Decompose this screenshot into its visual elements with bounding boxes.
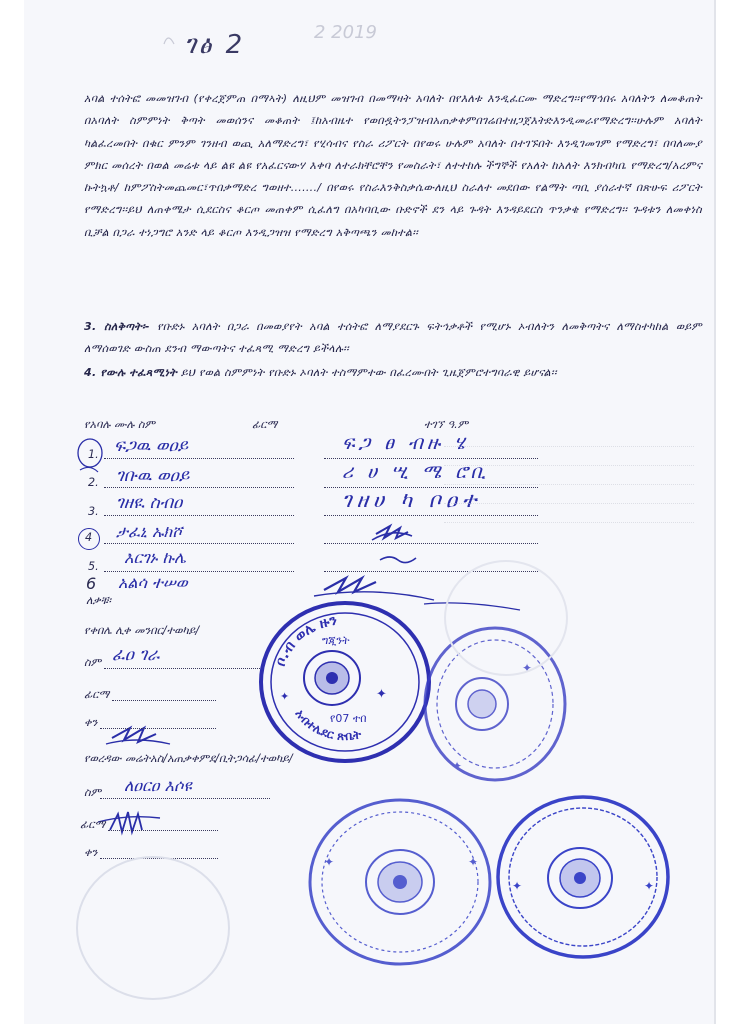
col-name-header: የአባሉ ሙሉ ስም — [84, 418, 155, 431]
kebele-date-line — [100, 728, 216, 729]
name-line — [104, 515, 294, 516]
kebele-sign-label: ፊርማ — [84, 688, 110, 701]
svg-text:✦: ✦ — [468, 855, 479, 869]
kebele-title: የቀበሌ ሊቀ መንበር/ተወካይ/ — [84, 624, 200, 637]
kebele-date-label: ቀን — [84, 716, 98, 729]
faint-date: 2 2019 — [314, 22, 377, 43]
bleed-through-stamp — [76, 856, 230, 1000]
svg-text:✦: ✦ — [512, 879, 523, 893]
svg-text:✦: ✦ — [376, 687, 387, 702]
kebele-name-value: ፈዐ ገራ — [112, 645, 160, 665]
svg-text:✦: ✦ — [522, 661, 533, 675]
svg-text:✦: ✦ — [644, 879, 655, 893]
stamp-bottom-text: አብተሌደር ጽቤት — [292, 706, 363, 744]
intro-paragraph: አባል ተሰትፎ መመዝገብ (የቀረጀምጠ በማኣት) ለዚህም መዝገብ በመማዛት አባለት በየእለቱ እንዲፈርሙ ማድረግ፡፡የማኅበሩ አባለትን ለመቆጠት በአባለት ስምምነት ቅጣት መወሰንና መቆጠት ፤ከአብዜተ የወበዷትንፓዝብአጠቃቀምበገሬበተዘጋጀእትድእንዲመራየማድረግ፡፡ሁሉም አባለት ካልፈረመበት በቁር ምንም ገንዘብ ወጪ አለማድረግ፣ የሂሳብና የስራ ሪፖርት በየወሩ ሁሉም አባለት በተገኙበት እንዲገመገም የማድረግ፣ በባለሙያ ምክር መሰረት በወል መሬቱ ላይ ልዩ ልዩ የአፈርናውሃ እቀባ ለተራክቸሮቸን የመስራት፣ ለተተከሉ ችግኞች የአለት ከአለት እንክብካቤ የማድረግ/አረምና ኩትኳቶ/ ከምፖስትመጨመር፣ጥበቃማድረ ግወዘተ......./ በየወሩ የስራእንቅስቃሴውለዚህ ስራለተ መደበው የልማት ጣቢ ያሰራተኛ በጽሁፍ ሪፖርት የማድረግ፡፡ይህ ለጠቀሜታ ሲደርስና ቆርጦ መጠቀም ሲፈለግ በአካባቢው ቡድኖች ደን ላይ ጉዳት እንዳይደርስ ጥንቃቄ የማድረግ፡፡ ጉዳቱን ለመቀነስ ቢቻል በጋራ ተነጋግሮ አንድ ላይ ቆርጦ እንዲጋዝዝ የማድረግ አቅጣጫን መከተል፡፡ — [84, 92, 702, 239]
kebele-sign-line — [112, 700, 216, 701]
col-signature-header: ፊርማ — [252, 418, 278, 431]
row-number: 6 — [86, 574, 97, 593]
col-date-header: ተገኘ ዓ.ም — [424, 418, 469, 431]
table-footer-label: ለቃቹ፡ — [86, 594, 112, 607]
member-mark: ሪ ሀ ሢ ሜ ሮቢ — [342, 461, 490, 483]
validity-heading: 4. የውሉ ተፈጻሚነት — [84, 366, 178, 379]
expert-sign-line — [108, 830, 218, 831]
expert-sign-label: ፊርማ — [80, 818, 106, 831]
expert-name-label: ስም — [84, 786, 102, 799]
member-name: ታፈኒ ኡክሾ — [116, 522, 183, 541]
document-page — [24, 0, 714, 1024]
validity-body: ይህ የወል ስምምነት የቡድኑ ኦባለት ተስማምተው በፈረሙበት ጊዜጀምሮተግባራዊ ይሆናል፡፡ — [180, 366, 557, 379]
expert-name-value: ለዐርዐ እሶዩ — [124, 776, 192, 795]
row-number: 5. — [88, 560, 99, 573]
bleed-through-texture — [444, 432, 694, 552]
member-name: አልሳ ተሠወ — [118, 573, 188, 592]
stamp-line2: ግጂንት — [322, 634, 350, 647]
penalty-body: የቡድኑ አባለት በጋራ በመወያየት አባል ተሰትፎ ለማያደርጉ ፍትኅቃቶች የሚሆኑ ኦብለትን ለመቅጣትና ለማስተካከል ወይም ለማሰወገድ ውስጠ ደንብ ማውጣትና ተፈጻሚ ማድረግ ይችላሉ፡፡ — [84, 320, 702, 356]
member-mark: ገዘሀ ካ ቦዐተ — [342, 488, 482, 512]
member-name: ገቡዉ ወዐይ — [116, 466, 190, 486]
kebele-name-label: ስም — [84, 656, 102, 669]
svg-text:✦: ✦ — [280, 690, 290, 703]
official-stamp-primary — [258, 600, 432, 764]
penalty-paragraph — [84, 316, 702, 361]
name-line — [104, 458, 294, 459]
svg-text:✦: ✦ — [324, 855, 335, 869]
bleed-through-stamp — [444, 560, 568, 676]
validity-paragraph — [84, 362, 702, 384]
expert-name-line — [100, 798, 270, 799]
kebele-name-line — [104, 668, 264, 669]
row-number: 1. — [88, 448, 99, 461]
svg-text:✦: ✦ — [452, 759, 463, 773]
row-number: 3. — [88, 505, 99, 518]
row-number: 4 — [85, 531, 93, 544]
member-mark: ፍጋ ፀ ብዙ ሄ — [342, 432, 469, 454]
stamp-mid-text: የ07 ተበ — [330, 712, 367, 725]
page-mark: ገፅ 2 — [184, 30, 246, 60]
name-line — [104, 571, 294, 572]
name-line — [104, 543, 294, 544]
expert-date-label: ቀን — [84, 846, 98, 859]
row-number: 2. — [88, 476, 99, 489]
expert-title: የወረዳው መሬትአስ/አጠቃቀምደ/ቢትጋሳፊ/ተወካይ/ — [84, 752, 293, 765]
stamp-top-text: ቦ.ብ ወሌ ዙን — [272, 612, 339, 669]
member-name: ፍጋዉ ወዐይ — [114, 436, 189, 456]
member-name: ገዘዪ ስብዐ — [116, 493, 183, 513]
penalty-heading: 3. ስለቅጣት፡- — [84, 320, 150, 333]
name-line — [104, 487, 294, 488]
official-stamp-third — [304, 796, 496, 968]
official-stamp-fourth — [494, 794, 672, 960]
member-name: እርገኑ ኩሌ — [124, 548, 186, 567]
